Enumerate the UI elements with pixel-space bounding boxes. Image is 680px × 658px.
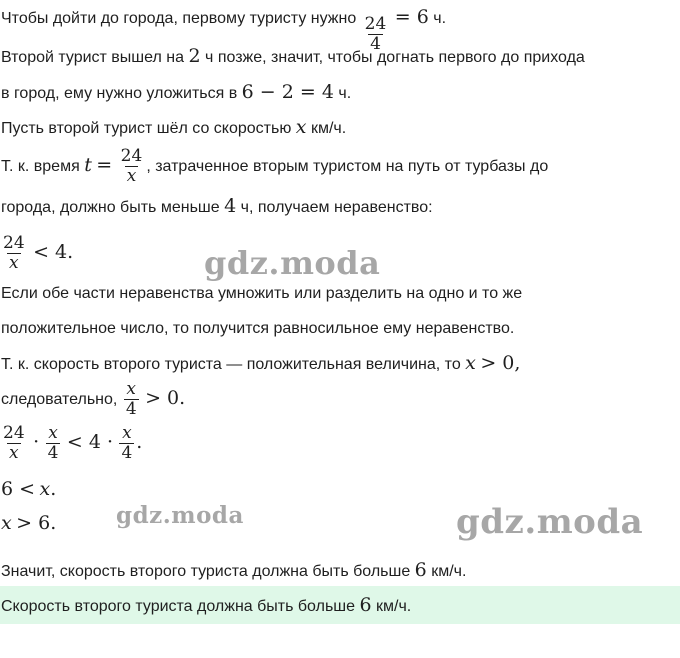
- text: Т. к. время: [1, 158, 80, 175]
- line-14: [1, 513, 56, 535]
- line-12: [1, 419, 142, 467]
- denominator: x: [9, 253, 19, 274]
- line-8: [1, 284, 522, 304]
- text: Чтобы дойти до города, первому туристу нужно: [1, 10, 357, 27]
- line-7: [1, 229, 73, 277]
- text: Значит, скорость второго туриста должна быть больше: [1, 563, 411, 580]
- fraction-x-over-4: [119, 424, 134, 463]
- text: км/ч.: [310, 120, 347, 137]
- watermark-logo: gdz.moda: [456, 502, 644, 542]
- line-6: [1, 196, 433, 218]
- math: .: [50, 478, 57, 500]
- line-2: [1, 46, 585, 68]
- math: > 6.: [16, 512, 57, 534]
- denominator: 4: [370, 34, 381, 54]
- denominator: 4: [47, 443, 59, 464]
- text: км/ч.: [431, 563, 467, 580]
- math: 6: [359, 594, 372, 616]
- math: 6 <: [1, 478, 36, 500]
- math: ·: [33, 431, 40, 453]
- fraction-24-over-x: [1, 424, 27, 463]
- math: =: [96, 154, 113, 176]
- text: положительное число, то получится равносильное ему неравенство.: [1, 320, 515, 337]
- answer-line: [1, 595, 411, 617]
- numerator: 24: [120, 146, 143, 167]
- math: 6: [414, 559, 427, 581]
- numerator: 24: [3, 233, 25, 254]
- line-15: [1, 560, 466, 582]
- math: .: [136, 431, 143, 453]
- text: , затраченное вторым туристом на путь от турбазы до: [146, 158, 549, 175]
- text: Если обе части неравенства умножить или разделить на одно и то же: [1, 285, 523, 302]
- line-13: [1, 479, 56, 501]
- denominator: 4: [121, 443, 133, 464]
- text: Т. к. скорость второго туриста — положительная величина, то: [1, 356, 461, 373]
- numerator: 24: [364, 14, 387, 34]
- numerator: x: [122, 423, 132, 444]
- numerator: x: [126, 379, 137, 400]
- math-var: t: [84, 154, 92, 176]
- math: 6 − 2 = 4: [241, 81, 334, 103]
- line-11: [1, 375, 185, 423]
- text: ч.: [338, 85, 352, 102]
- text: города, должно быть меньше: [1, 199, 220, 216]
- math: 2: [188, 45, 201, 67]
- line-9: [1, 319, 514, 339]
- denominator: x: [126, 166, 137, 187]
- denominator: 4: [125, 399, 137, 420]
- text: км/ч.: [376, 598, 412, 615]
- watermark-logo: gdz.moda: [204, 244, 381, 282]
- watermark-logo: gdz.moda: [116, 502, 244, 529]
- text: Пусть второй турист шёл со скоростью: [1, 120, 292, 137]
- text: следовательно,: [1, 391, 118, 408]
- denominator: x: [9, 443, 19, 464]
- math-var: x: [1, 512, 12, 534]
- line-1: [1, 0, 447, 54]
- line-4: [1, 117, 346, 139]
- answer-box: [0, 586, 680, 624]
- line-5: [1, 142, 548, 190]
- fraction-24-over-4: [363, 14, 389, 54]
- text: ч, получаем неравенство:: [240, 199, 433, 216]
- numerator: 24: [3, 423, 25, 444]
- math: < 4.: [33, 241, 74, 263]
- unit: ч.: [433, 10, 447, 27]
- text: в город, ему нужно уложиться в: [1, 85, 238, 102]
- line-10: [1, 353, 520, 375]
- math: > 0,: [480, 352, 521, 374]
- text: ч позже, значит, чтобы догнать первого до прихода: [205, 49, 585, 66]
- text: Скорость второго туриста должна быть больше: [1, 598, 356, 615]
- math: = 6: [394, 6, 429, 28]
- math-var: x: [465, 352, 476, 374]
- fraction-24-over-x: [119, 147, 145, 186]
- math: > 0.: [145, 387, 186, 409]
- math: 4: [224, 195, 237, 217]
- math-var: x: [39, 478, 51, 500]
- text: Второй турист вышел на: [1, 49, 185, 66]
- fraction-24-over-x: [1, 234, 27, 273]
- numerator: x: [48, 423, 58, 444]
- math: < 4 ·: [66, 431, 114, 453]
- math-var: x: [295, 116, 307, 138]
- fraction-x-over-4: [124, 380, 139, 419]
- line-3: [1, 82, 351, 104]
- fraction-x-over-4: [46, 424, 61, 463]
